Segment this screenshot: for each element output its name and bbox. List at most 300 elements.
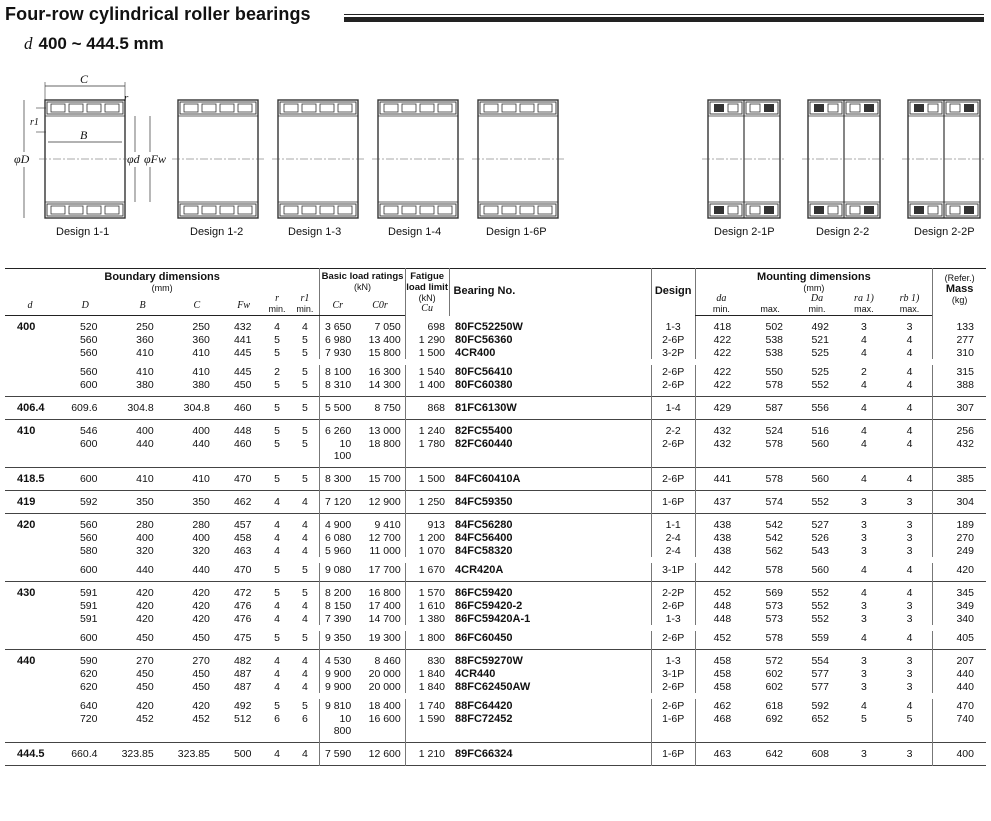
table-cell: 4 [302,519,308,531]
table-row [5,531,986,544]
design-label: Design 1-1 [56,226,110,238]
table-cell: 3 [860,655,867,667]
table-cell: 350 [192,496,210,508]
table-cell: 5 [274,587,280,599]
table-cell: 12 700 [368,532,401,544]
hdr-mass-unit: (kg) [951,295,968,305]
hdr-Fw: Fw [237,300,251,311]
table-cell: 6 080 [320,531,355,544]
table-cell: 450 [233,379,252,391]
table-cell: 5 [860,713,867,725]
table-cell: 20 000 [368,681,401,693]
table-cell: 4 [274,613,280,625]
table-cell: 5 [302,334,308,346]
bore-diameter: 430 [17,587,36,599]
table-cell: 2 [860,366,867,378]
hdr-B: B [139,300,146,311]
table-cell: 527 [811,519,829,531]
bearing-number: 84FC56400 [455,532,513,544]
table-cell: 16 300 [368,366,401,378]
table-cell: 360 [192,334,210,346]
table-cell: 3-1P [651,563,695,582]
table-cell: 1 740 [405,699,449,712]
table-cell: 9 810 [320,699,355,712]
table-cell: 10 800 [320,712,355,743]
table-cell: 420 [192,587,210,599]
bearing-table [5,268,986,766]
hdr-fatigue-2: load limit [406,282,448,293]
table-cell: 3 [860,321,867,333]
hdr-boundary: Boundary dimensions [104,271,220,283]
table-cell: 4 [302,496,308,508]
table-cell: 1 840 [405,680,449,693]
table-cell: 4 [906,632,913,644]
table-cell: 5 [274,473,280,485]
table-cell: 438 [695,531,747,544]
table-cell: 450 [136,668,154,680]
table-cell: 560 [811,438,829,450]
hdr-mass: Mass [945,283,974,295]
table-cell: 4 [274,655,280,667]
bore-diameter: 440 [17,655,36,667]
dim-label-B: B [80,128,88,142]
bearing-number: 88FC72452 [455,713,513,725]
table-cell: 830 [405,650,449,668]
design-1-1-drawing [39,100,131,218]
table-cell: 482 [233,655,252,667]
table-cell: 578 [765,438,784,450]
table-cell: 3 [860,519,867,531]
table-cell: 2-6P [651,631,695,650]
table-cell: 13 000 [368,425,401,437]
hdr-refer: (Refer.) [944,273,975,283]
table-cell: 520 [79,321,98,333]
page-subtitle [24,34,164,54]
table-cell: 4 [860,587,867,599]
table-row [5,420,986,438]
table-cell: 560 [79,366,98,378]
table-cell: 487 [233,668,252,680]
table-cell: 580 [79,545,98,557]
hdr-design: Design [654,285,692,297]
table-cell: 569 [765,587,784,599]
table-cell: 600 [79,473,98,485]
hdr-Da: Da [810,293,824,304]
table-cell: 445 [233,347,252,359]
table-cell: 2-6P [651,599,695,612]
table-cell: 600 [79,632,98,644]
table-cell: 410 [192,347,210,359]
table-cell: 652 [811,713,829,725]
table-cell: 3 [906,655,913,667]
table-cell: 472 [233,587,252,599]
hdr-bearing-no: Bearing No. [453,285,516,297]
table-cell: 468 [695,712,747,743]
table-cell: 3 [906,613,913,625]
table-cell: 133 [933,316,986,334]
table-cell: 18 800 [368,438,401,450]
table-cell: 2-4 [651,531,695,544]
table-cell: 458 [695,667,747,680]
table-cell: 280 [192,519,210,531]
hdr-D: D [81,300,89,311]
table-cell: 418 [695,316,747,334]
hdr-ra-max: max. [854,304,874,314]
table-cell: 315 [933,365,986,378]
table-cell: 345 [933,582,986,600]
table-cell: 440 [933,680,986,693]
table-cell: 538 [765,347,784,359]
table-cell: 5 [274,564,280,576]
table-row [5,316,986,334]
table-row [5,378,986,397]
table-cell: 420 [192,600,210,612]
table-cell: 4 [302,655,308,667]
table-cell: 420 [192,700,210,712]
table-cell: 4 [906,379,913,391]
design-label: Design 2-2 [816,226,870,238]
table-cell: 591 [79,600,98,612]
table-cell: 420 [136,587,154,599]
table-cell: 512 [233,713,252,725]
table-cell: 3 [860,613,867,625]
table-cell: 1 610 [405,599,449,612]
table-cell: 4 [906,402,913,414]
table-cell: 462 [233,496,252,508]
table-cell: 1 590 [405,712,449,743]
table-cell: 270 [933,531,986,544]
table-cell: 410 [192,366,210,378]
table-cell: 578 [765,379,784,391]
table-cell: 432 [933,437,986,468]
table-cell: 448 [233,425,252,437]
table-cell: 400 [192,425,210,437]
table-cell: 14 700 [368,613,401,625]
table-cell: 5 [302,366,308,378]
table-cell: 4 [860,425,867,437]
table-cell: 516 [811,425,829,437]
table-cell: 6 260 [320,420,355,438]
table-cell: 9 900 [320,680,355,693]
bearing-number: 88FC59270W [455,655,523,667]
table-cell: 3 [906,532,913,544]
title-rule-thin [344,14,984,15]
table-cell: 573 [765,600,784,612]
table-cell: 3 [860,748,867,760]
hdr-load-unit: (kN) [354,282,372,292]
hdr-r1-min: min. [296,304,314,314]
table-cell: 3 [860,532,867,544]
bearing-number: 88FC64420 [455,700,513,712]
table-cell: 463 [695,743,747,766]
table-cell: 307 [933,397,986,420]
title-rule [344,17,984,22]
hdr-da: da [716,293,727,304]
dim-label-d: φd [127,152,140,166]
table-cell: 422 [695,333,747,346]
table-cell: 476 [233,600,252,612]
table-cell: 3 [860,668,867,680]
table-cell: 3 [906,496,913,508]
bearing-number: 89FC66324 [455,748,513,760]
table-cell: 256 [933,420,986,438]
table-cell: 462 [695,699,747,712]
table-cell: 249 [933,544,986,557]
table-cell: 1 540 [405,365,449,378]
hdr-r1: r1 [300,293,310,304]
table-cell: 1 400 [405,378,449,397]
table-cell: 492 [233,700,252,712]
table-row [5,544,986,557]
table-cell: 2-6P [651,437,695,468]
table-cell: 420 [136,700,154,712]
table-cell: 5 [302,347,308,359]
design-label: Design 2-2P [914,226,975,238]
table-cell: 5 [302,438,308,450]
table-cell: 3-1P [651,667,695,680]
table-cell: 3 [906,545,913,557]
table-cell: 4 [274,681,280,693]
table-cell: 2-6P [651,365,695,378]
table-cell: 388 [933,378,986,397]
hdr-mounting-unit: (mm) [803,283,825,293]
table-row [5,333,986,346]
table-cell: 438 [695,514,747,532]
table-cell: 552 [811,496,829,508]
table-cell: 560 [79,532,98,544]
table-cell: 3-2P [651,346,695,359]
design-label: Design 2-1P [714,226,775,238]
bearing-number: 4CR420A [455,564,504,576]
table-cell: 572 [765,655,784,667]
table-row [5,437,986,468]
hdr-C: C [193,300,201,311]
table-cell: 448 [695,599,747,612]
table-row [5,599,986,612]
table-cell: 591 [79,613,98,625]
table-cell: 463 [233,545,252,557]
bearing-number: 82FC55400 [455,425,513,437]
table-cell: 400 [136,532,154,544]
design-label: Design 1-3 [288,226,342,238]
table-cell: 450 [136,632,154,644]
hdr-rb-max: max. [899,304,920,314]
table-cell: 323.85 [177,748,210,760]
table-cell: 1 500 [405,468,449,491]
table-cell: 440 [136,438,154,450]
table-cell: 350 [136,496,154,508]
table-cell: 4 [274,519,280,531]
table-cell: 1 840 [405,667,449,680]
table-cell: 400 [933,743,986,766]
table-cell: 3 [860,545,867,557]
design-label: Design 1-2 [190,226,244,238]
table-cell: 420 [933,563,986,582]
table-cell: 524 [765,425,784,437]
table-cell: 560 [79,334,98,346]
table-cell: 420 [136,600,154,612]
table-row [5,491,986,514]
table-cell: 609.6 [71,402,98,414]
table-cell: 450 [192,668,210,680]
bearing-number: 84FC59350 [455,496,513,508]
table-cell: 502 [765,321,784,333]
table-cell: 304.8 [183,402,210,414]
table-row [5,365,986,378]
table-row [5,667,986,680]
bearing-number: 80FC56360 [455,334,513,346]
table-cell: 4 [274,668,280,680]
table-cell: 8 150 [320,599,355,612]
table-row [5,743,986,766]
table-cell: 470 [233,473,252,485]
table-row [5,631,986,650]
table-cell: 304 [933,491,986,514]
table-cell: 5 [302,564,308,576]
table-cell: 270 [136,655,154,667]
dim-label-r: r [124,92,129,104]
dim-label-r1: r1 [30,117,39,128]
table-cell: 5 [274,425,280,437]
table-cell: 4 [860,700,867,712]
hdr-Da-min: min. [808,304,826,314]
table-cell: 2-4 [651,544,695,557]
bearing-number: 86FC59420 [455,587,513,599]
table-cell: 441 [695,468,747,491]
table-cell: 452 [136,713,154,725]
table-row [5,650,986,668]
table-cell: 460 [233,438,252,450]
table-cell: 4 [274,748,280,760]
bearing-number: 84FC58320 [455,545,513,557]
table-cell: 8 750 [374,402,401,414]
table-cell: 3 650 [320,316,355,334]
table-cell: 422 [695,378,747,397]
table-cell: 642 [765,748,784,760]
table-row [5,397,986,420]
subtitle-symbol: d [24,34,33,53]
table-cell: 460 [233,402,252,414]
table-cell: 556 [811,402,829,414]
table-cell: 4 [302,545,308,557]
table-cell: 475 [233,632,252,644]
table-cell: 320 [192,545,210,557]
table-cell: 445 [233,366,252,378]
table-cell: 526 [811,532,829,544]
table-cell: 562 [765,545,784,557]
table-cell: 432 [695,420,747,438]
table-cell: 5 [906,713,913,725]
table-cell: 4 [302,321,308,333]
table-cell: 740 [933,712,986,743]
table-cell: 1-6P [651,712,695,743]
table-cell: 578 [765,632,784,644]
bearing-number: 84FC60410A [455,473,521,485]
table-cell: 3 [906,748,913,760]
table-cell: 600 [79,564,98,576]
table-cell: 385 [933,468,986,491]
hdr-d: d [27,300,33,311]
bearing-number: 86FC59420A-1 [455,613,531,625]
hdr-r-min: min. [268,304,286,314]
table-cell: 552 [811,587,829,599]
table-cell: 1 070 [405,544,449,557]
table-cell: 422 [695,365,747,378]
table-cell: 4 [860,334,867,346]
table-cell: 4 [274,545,280,557]
table-cell: 15 800 [368,347,401,359]
table-cell: 422 [695,346,747,359]
table-cell: 452 [695,582,747,600]
bearing-number: 80FC60380 [455,379,513,391]
table-cell: 8 460 [374,655,401,667]
subtitle-range: 400 ~ 444.5 mm [38,34,164,53]
table-cell: 590 [79,655,98,667]
bearing-number: 86FC60450 [455,632,513,644]
table-cell: 2-6P [651,378,695,397]
table-cell: 1-3 [651,650,695,668]
hdr-da-max: max. [760,304,780,314]
table-cell: 4 [302,748,308,760]
table-row [5,712,986,743]
table-cell: 4 [906,473,913,485]
table-cell: 574 [765,496,784,508]
table-cell: 618 [765,700,784,712]
table-cell: 5 [274,347,280,359]
table-cell: 5 [302,402,308,414]
table-cell: 12 900 [368,496,401,508]
table-cell: 600 [79,379,98,391]
bearing-number: 80FC56410 [455,366,513,378]
table-cell: 1-6P [651,743,695,766]
table-cell: 1 200 [405,531,449,544]
table-cell: 1 570 [405,582,449,600]
table-cell: 450 [192,632,210,644]
table-cell: 250 [192,321,210,333]
table-cell: 4 900 [320,514,355,532]
table-cell: 12 600 [368,748,401,760]
table-cell: 420 [192,613,210,625]
table-cell: 4 [906,425,913,437]
bore-diameter: 410 [17,425,36,437]
table-cell: 4 [906,334,913,346]
table-cell: 6 980 [320,333,355,346]
table-cell: 2 [274,366,280,378]
table-cell: 1 250 [405,491,449,514]
bore-diameter: 419 [17,496,36,508]
table-cell: 500 [233,748,252,760]
table-cell: 5 960 [320,544,355,557]
table-cell: 4 [302,532,308,544]
table-cell: 360 [136,334,154,346]
table-cell: 457 [233,519,252,531]
table-cell: 5 [302,632,308,644]
table-cell: 1-4 [651,397,695,420]
table-row [5,612,986,625]
table-cell: 8 100 [320,365,355,378]
table-cell: 5 [302,473,308,485]
table-cell: 4 [906,438,913,450]
table-cell: 521 [811,334,829,346]
table-row [5,468,986,491]
table-cell: 1-3 [651,316,695,334]
table-cell: 280 [136,519,154,531]
table-cell: 620 [79,668,98,680]
table-cell: 16 800 [368,587,401,599]
table-cell: 720 [79,713,98,725]
table-cell: 552 [811,379,829,391]
table-cell: 18 400 [368,700,401,712]
